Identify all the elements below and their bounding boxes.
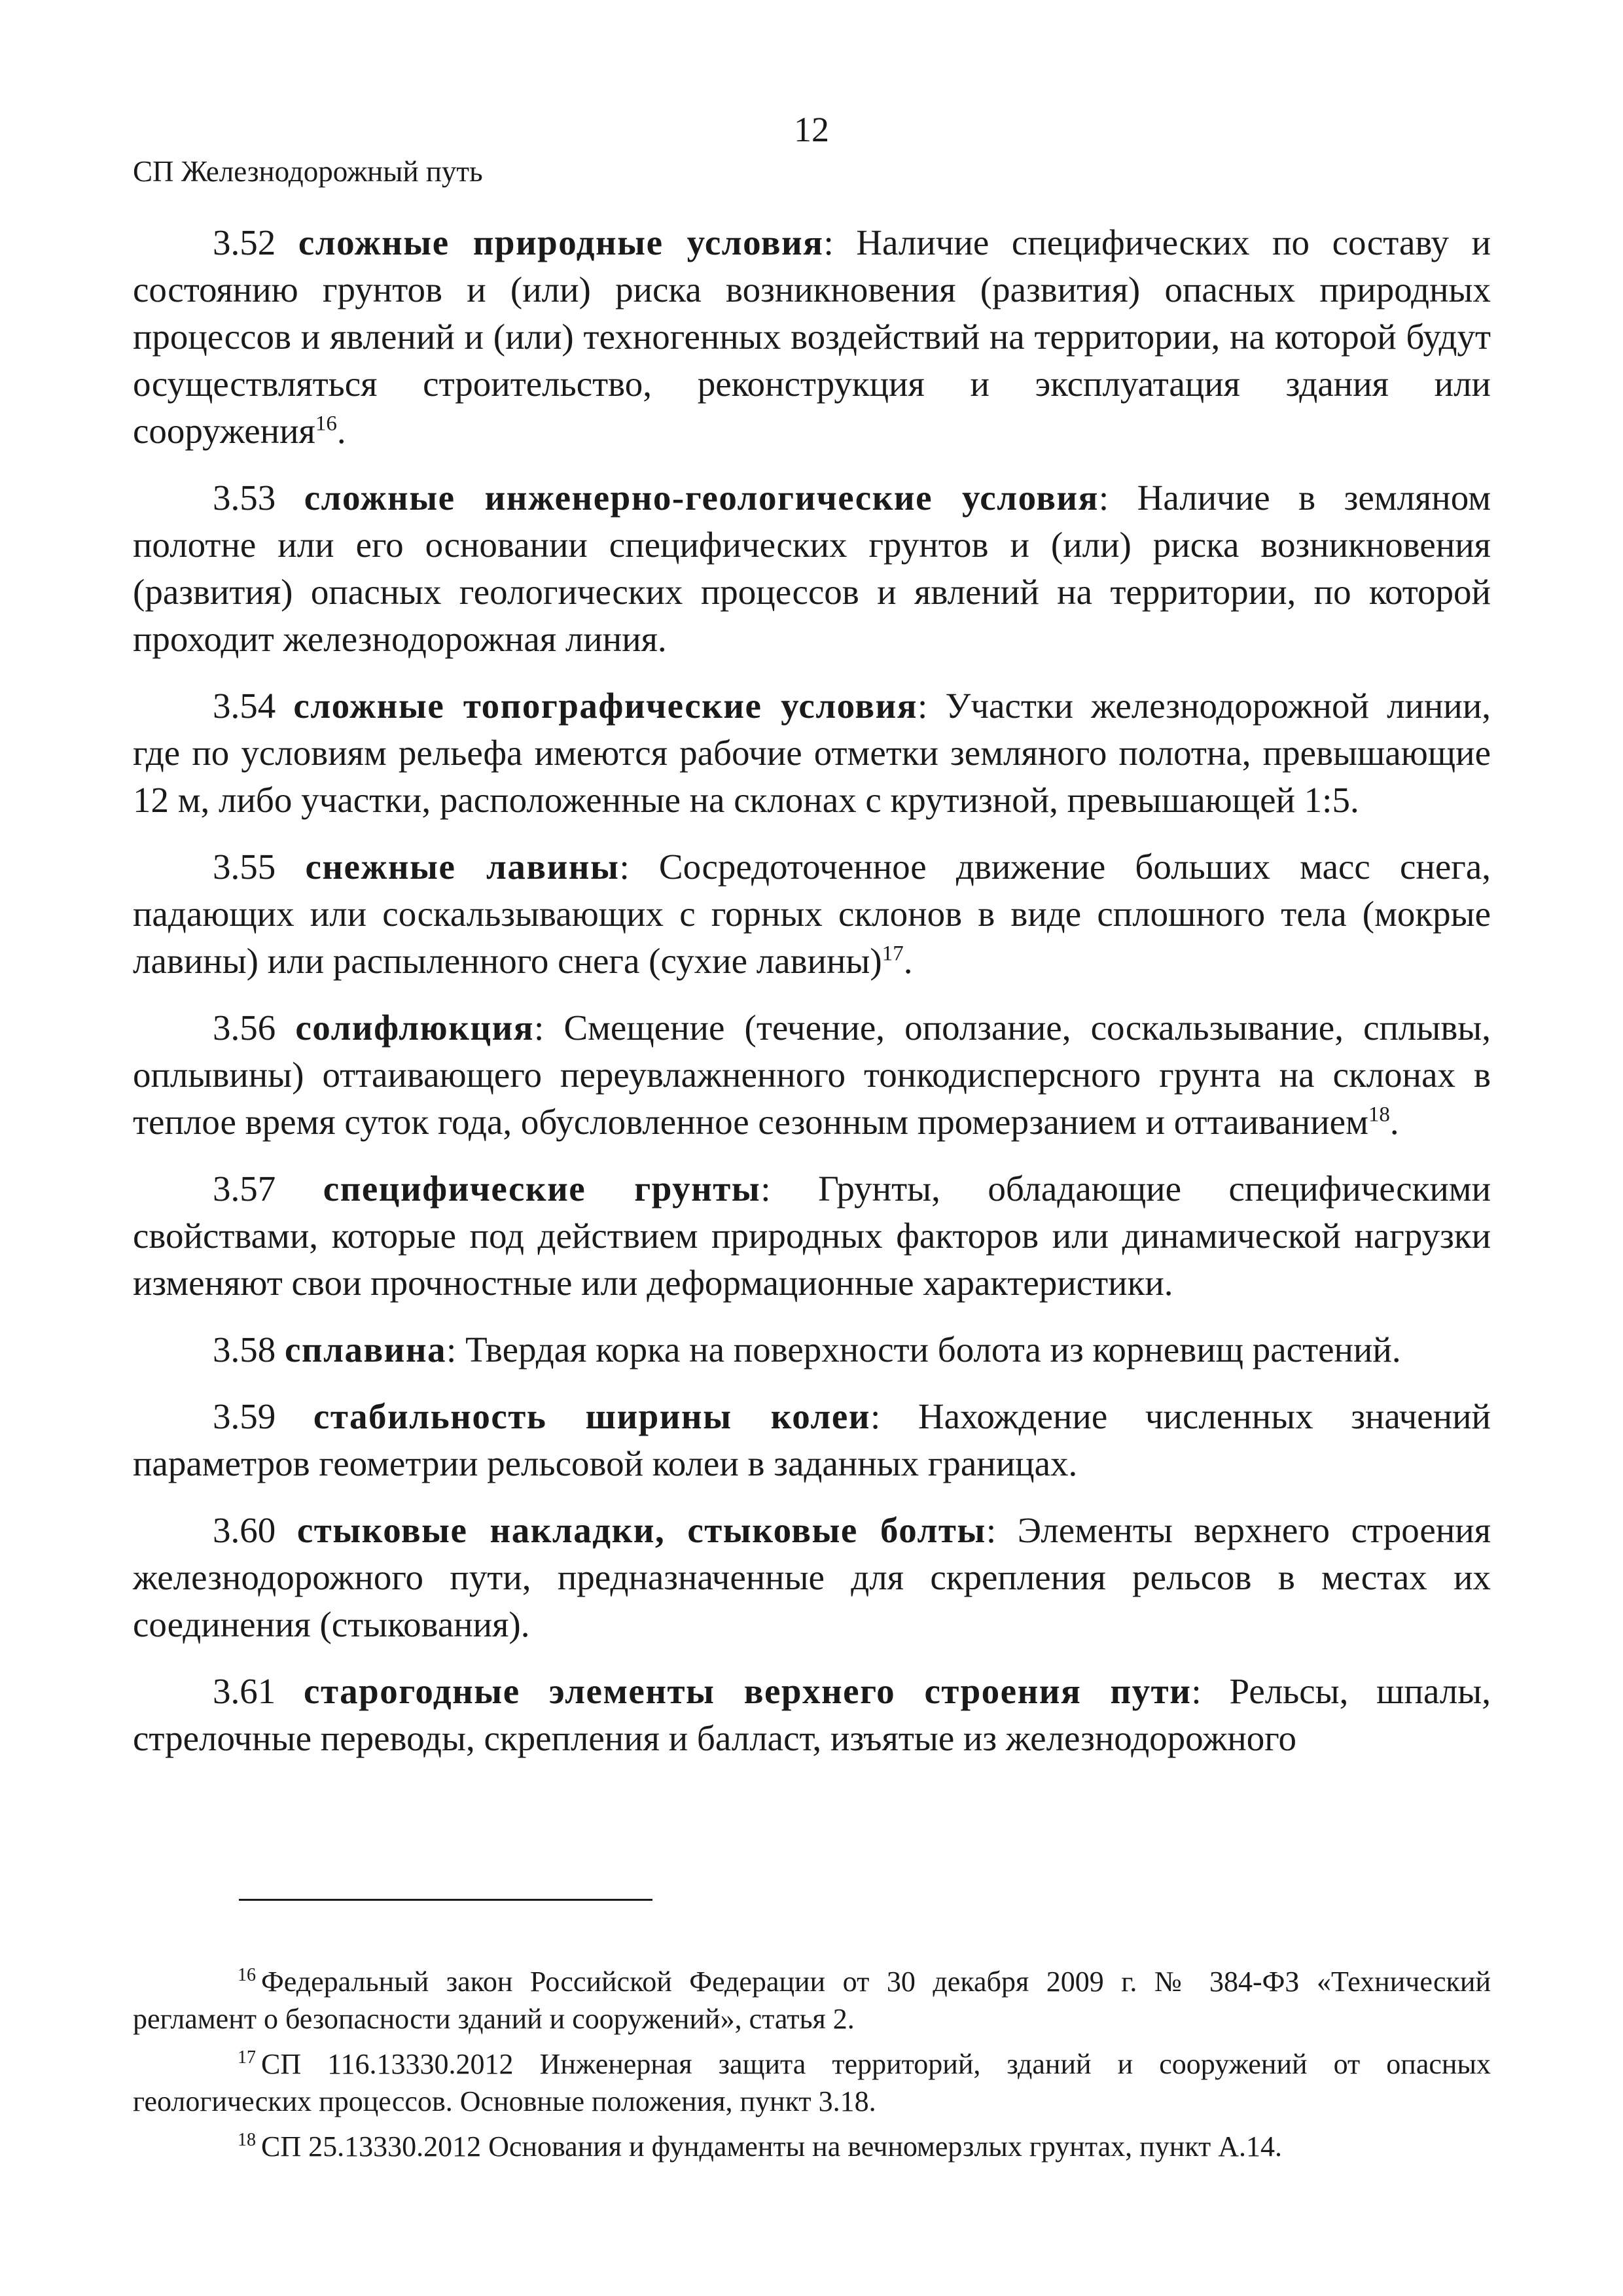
footnote-mark: 16 xyxy=(238,1965,256,1986)
entry-number: 3.59 xyxy=(213,1396,276,1436)
entry-separator: : xyxy=(823,222,834,262)
definitions-list xyxy=(133,219,1491,1782)
entry-tail: . xyxy=(903,941,913,981)
entry-term: снежные лавины xyxy=(305,847,620,887)
footnote-separator xyxy=(239,1899,652,1901)
entry-text: Сосредоточенное движение больших масс снега, падающих или соскальзывающих с горных склонов в виде сплошного тела (мокрые лавины) или распыленного снега (сухие лавины) xyxy=(133,847,1491,981)
entry-separator: : xyxy=(446,1330,457,1369)
entry-number: 3.58 xyxy=(213,1330,276,1369)
entry-text: Твердая корка на поверхности болота из корневищ растений. xyxy=(456,1330,1401,1369)
definition-entry xyxy=(133,1326,1491,1373)
entry-term: специфические грунты xyxy=(323,1169,761,1209)
entry-separator: : xyxy=(917,686,928,726)
entry-text: Элементы верхнего строения железнодорожного пути, предназначенные для скрепления рельсов в местах их соединения (стыкования). xyxy=(133,1510,1491,1644)
entry-separator: : xyxy=(619,847,630,887)
footnote-mark: 18 xyxy=(238,2130,256,2151)
entry-number: 3.57 xyxy=(213,1169,276,1209)
entry-number: 3.60 xyxy=(213,1510,276,1550)
definition-entry xyxy=(133,1507,1491,1648)
entry-text: Участки железнодорожной линии, где по условиям рельефа имеются рабочие отметки земляного полотна, превышающие 12 м, либо участки, расположенные на склонах с крутизной, превышающей 1:5. xyxy=(133,686,1491,820)
entry-text: Рельсы, шпалы, стрелочные переводы, скрепления и балласт, изъятые из железнодорожного xyxy=(133,1671,1491,1758)
footnote-ref: 17 xyxy=(882,942,904,966)
entry-term: сложные инженерно-геологические условия xyxy=(304,478,1099,518)
entry-tail: . xyxy=(336,411,346,451)
entry-number: 3.54 xyxy=(213,686,276,726)
entry-number: 3.55 xyxy=(213,847,276,887)
footnote-text: СП 25.13330.2012 Основания и фундаменты на вечномерзлых грунтах, пункт А.14. xyxy=(261,2130,1283,2163)
entry-term: старогодные элементы верхнего строения пути xyxy=(304,1671,1192,1711)
entry-term: сложные природные условия xyxy=(298,222,824,262)
definition-entry xyxy=(133,682,1491,824)
entry-separator: : xyxy=(760,1169,771,1209)
entry-text: Наличие специфических по составу и состоянию грунтов и (или) риска возникновения (развития) опасных природных процессов и явлений и (или) техногенных воздействий на территории, на которой будут осуществляться строительство, реконструкция и эксплуатация здания или сооружения xyxy=(133,222,1491,451)
running-header: СП Железнодорожный путь xyxy=(133,155,483,188)
footnote-ref: 18 xyxy=(1368,1103,1390,1127)
entry-text: Смещение (течение, оползание, соскальзывание, сплывы, оплывины) оттаивающего переувлажненного тонкодисперсного грунта на склонах в теплое время суток года, обусловленное сезонным промерзанием и оттаиванием xyxy=(133,1008,1491,1142)
entry-separator: : xyxy=(534,1008,544,1048)
definition-entry xyxy=(133,1668,1491,1762)
page-number: 12 xyxy=(794,110,829,149)
footnote-mark: 17 xyxy=(238,2047,256,2068)
entry-separator: : xyxy=(1098,478,1109,518)
entry-term: стабильность ширины колеи xyxy=(313,1396,870,1436)
definition-entry xyxy=(133,474,1491,663)
definition-entry xyxy=(133,1165,1491,1307)
footnote-text: СП 116.13330.2012 Инженерная защита территорий, зданий и сооружений от опасных геологических процессов. Основные положения, пункт 3.18. xyxy=(133,2048,1491,2117)
entry-separator: : xyxy=(1191,1671,1202,1711)
entry-tail: . xyxy=(1389,1102,1399,1142)
entry-text: Наличие в земляном полотне или его основании специфических грунтов и (или) риска возникновения (развития) опасных геологических процессов и явлений на территории, по которой проходит железнодорожная линия. xyxy=(133,478,1491,659)
footnote xyxy=(133,2045,1491,2120)
entry-term: сложные топографические условия xyxy=(293,686,918,726)
entry-number: 3.52 xyxy=(213,222,276,262)
definition-entry xyxy=(133,843,1491,985)
definition-entry xyxy=(133,219,1491,455)
definition-entry xyxy=(133,1004,1491,1146)
entry-term: солифлюкция xyxy=(295,1008,535,1048)
footnote xyxy=(133,1963,1491,2038)
entry-separator: : xyxy=(870,1396,881,1436)
footnote-ref: 16 xyxy=(315,412,337,436)
entry-number: 3.53 xyxy=(213,478,276,518)
footnotes xyxy=(133,1963,1491,2173)
definition-entry xyxy=(133,1393,1491,1487)
entry-text: Нахождение численных значений параметров геометрии рельсовой колеи в заданных границах. xyxy=(133,1396,1491,1483)
entry-separator: : xyxy=(986,1510,997,1550)
entry-number: 3.56 xyxy=(213,1008,276,1048)
entry-term: стыковые накладки, стыковые болты xyxy=(296,1510,986,1550)
footnote-text: Федеральный закон Российской Федерации от 30 декабря 2009 г. № 384-ФЗ «Технический регламент о безопасности зданий и сооружений», статья 2. xyxy=(133,1966,1491,2035)
entry-number: 3.61 xyxy=(213,1671,276,1711)
footnote xyxy=(133,2128,1491,2165)
entry-text: Грунты, обладающие специфическими свойствами, которые под действием природных факторов или динамической нагрузки изменяют свои прочностные или деформационные характеристики. xyxy=(133,1169,1491,1303)
entry-term: сплавина xyxy=(285,1330,447,1369)
